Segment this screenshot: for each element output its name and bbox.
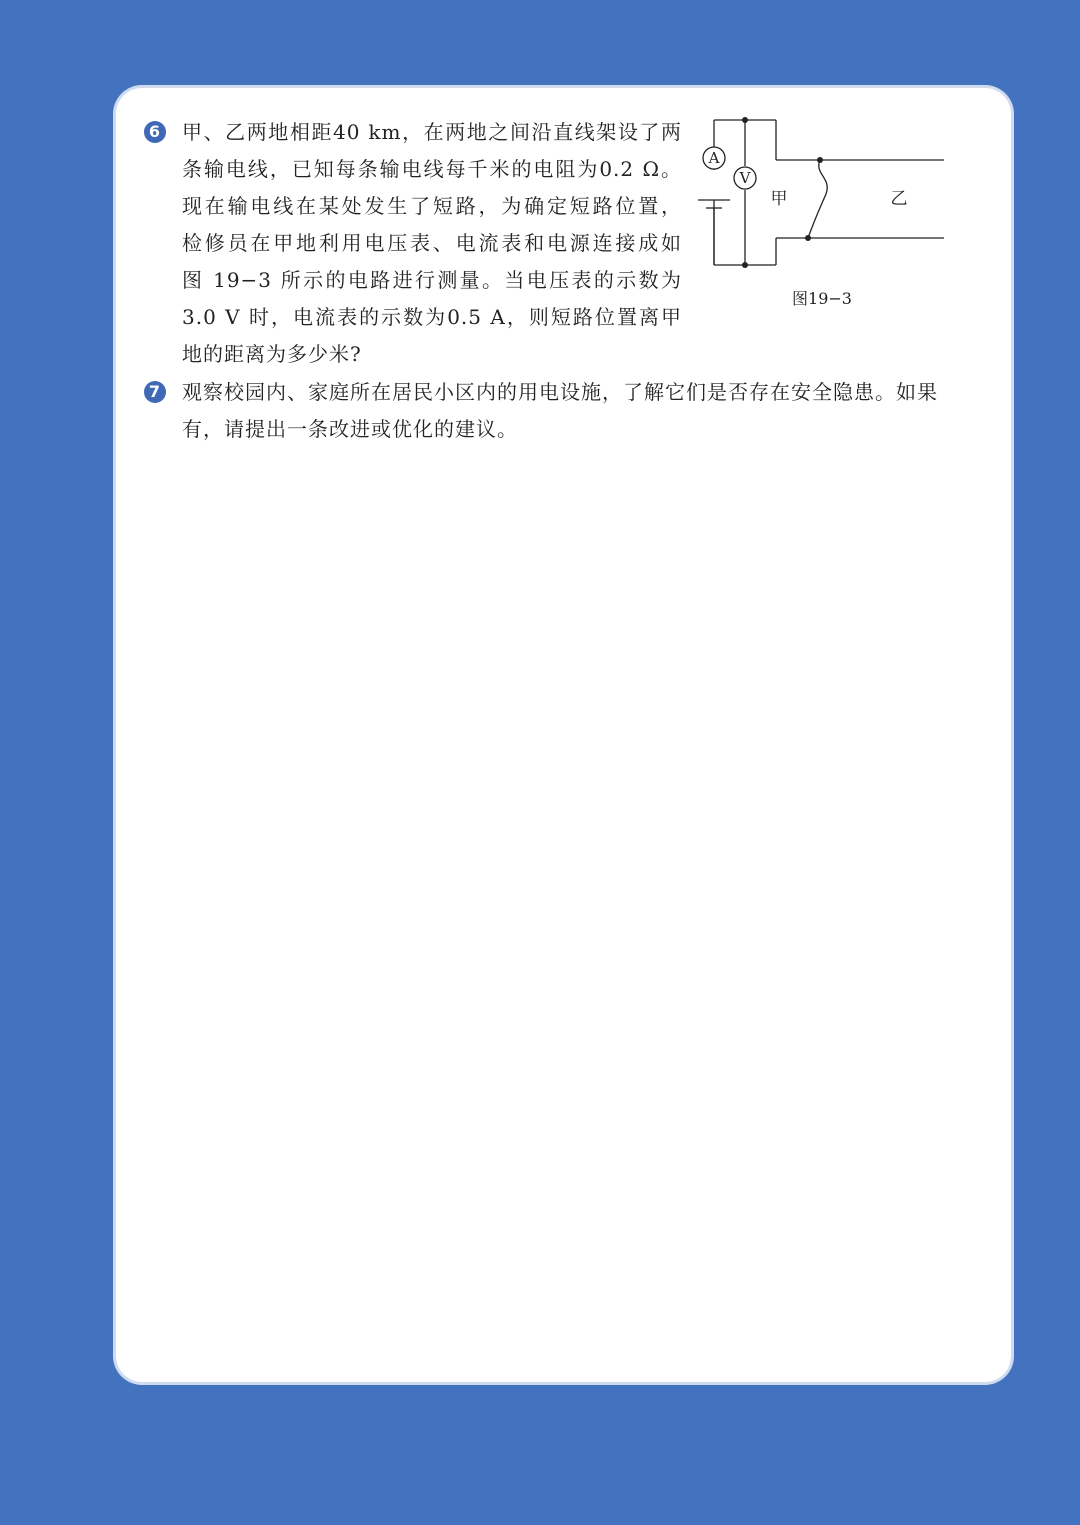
- question-text-line: 有，请提出一条改进或优化的建议。: [182, 417, 518, 441]
- voltmeter-label: V: [739, 169, 751, 187]
- question-text-line: 3.0 V 时，电流表的示数为0.5 A，则短路位置离甲: [182, 305, 682, 329]
- question-6: [148, 114, 682, 373]
- junction-dot: [805, 235, 811, 241]
- page-card: [116, 88, 1011, 1382]
- question-text-line: 图 19−3 所示的电路进行测量。当电压表的示数为: [182, 268, 682, 292]
- question-number-badge: 7: [144, 381, 166, 403]
- question-text-line: 甲、乙两地相距40 km，在两地之间沿直线架设了两: [182, 120, 682, 144]
- location-a-label: 甲: [770, 189, 788, 209]
- short-circuit-wire: [808, 160, 827, 238]
- junction-dot: [817, 157, 823, 163]
- question-7: [148, 374, 982, 448]
- location-b-label: 乙: [890, 189, 908, 209]
- circuit-figure: [696, 112, 956, 312]
- question-text-line: 检修员在甲地利用电压表、电流表和电源连接成如: [182, 231, 682, 255]
- junction-dot: [742, 117, 748, 123]
- question-text-line: 观察校园内、家庭所在居民小区内的用电设施，了解它们是否存在安全隐患。如果: [182, 380, 938, 404]
- question-text-line: 地的距离为多少米?: [182, 342, 362, 366]
- question-number-badge: 6: [144, 121, 166, 143]
- question-text-line: 条输电线，已知每条输电线每千米的电阻为0.2 Ω。: [182, 157, 682, 181]
- ammeter-label: A: [708, 149, 720, 167]
- figure-caption: 图19−3: [792, 289, 852, 308]
- question-text-line: 现在输电线在某处发生了短路，为确定短路位置，: [182, 194, 682, 218]
- circuit-diagram: [696, 112, 956, 292]
- junction-dot: [742, 262, 748, 268]
